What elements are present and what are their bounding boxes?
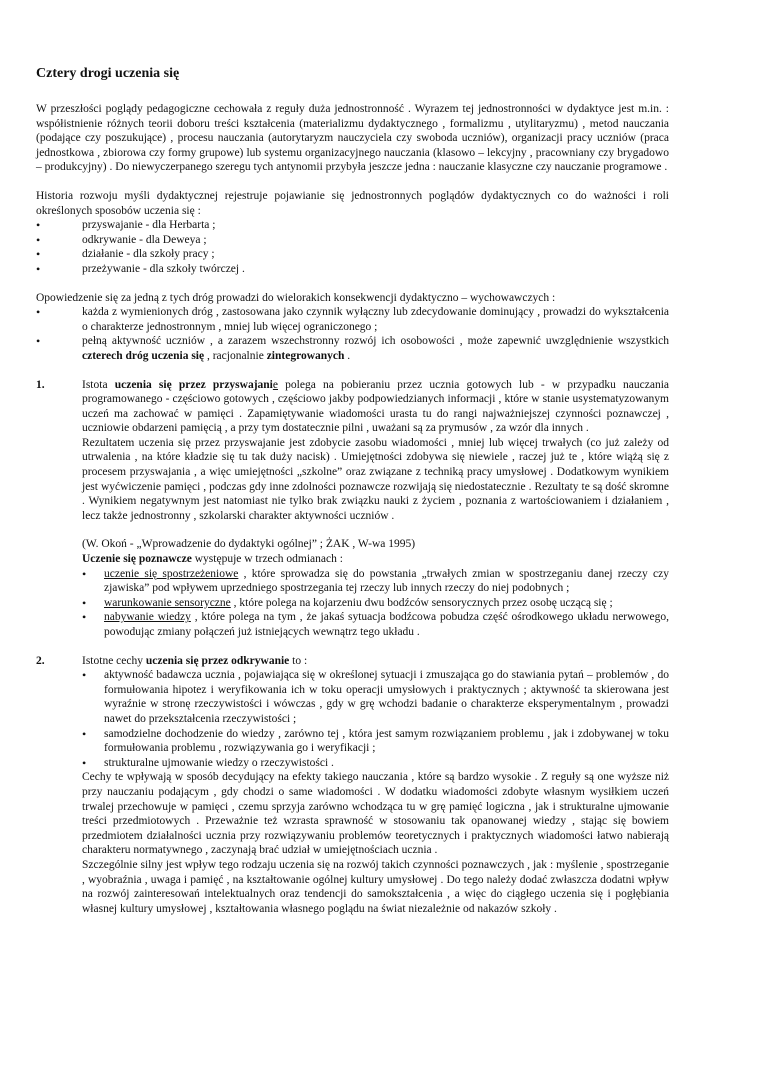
discovery-features-list xyxy=(82,668,669,770)
list-item: • samodzielne dochodzenie do wiedzy , zarówno tej , która jest samym rozwiązaniem problemu , jak i zdobywanej w toku formułowania problemu , rozwiązywania go i weryfikacji ; xyxy=(82,727,669,756)
choice-lead: Opowiedzenie się za jedną z tych dróg prowadzi do wielorakich konsekwencji dydaktyczno – wychowawczych : xyxy=(36,291,556,304)
section-1-paragraph-1: Istota uczenia się przez przyswajanie polega na pobieraniu przez ucznia gotowych lub - w przypadku nauczania programowanego - częściowo gotowych , częściowo jakby podpowiedzianych informacji , które w stanie usystematyzowanym uczeń ma zachować w pamięci . Zapamiętywanie wiadomości urasta tu do rangi najważniejszej czynności poznawczej , uczniowie obdarzeni pamięcią , a przy tym dostatecznie pilni , uważani są za prymusów , za wzór dla innych . xyxy=(82,378,669,435)
learning-paths-list xyxy=(36,218,669,276)
list-item: • warunkowanie sensoryczne , które polega na kojarzeniu dwu bodźców sensorycznych przez osobę uczącą się ; xyxy=(82,596,669,611)
list-item: • aktywność badawcza ucznia , pojawiająca się w określonej sytuacji i zmuszająca go do stawiania pytań – problemów , do formułowania hipotez i weryfikowania ich w toku operacji umysłowych i praktycznych ; aktywność ta skierowana jest wyraźnie w stronę rzeczywistości i wówczas , gdy w grę wchodzi badanie o charakterze eksperymentalnym , prowadzi nawet do przekształcenia rzeczywistości ; xyxy=(82,668,669,726)
consequences-list xyxy=(36,305,669,363)
citation: (W. Okoń - „Wprowadzenie do dydaktyki ogólnej” ; ŻAK , W-wa 1995) xyxy=(82,538,416,551)
section-2 xyxy=(36,654,669,917)
list-item: • pełną aktywność uczniów , a zarazem wszechstronny rozwój ich osobowości , może zapewnić uwzględnienie wszystkich czterech dróg uczenia się , racjonalnie zintegrowanych . xyxy=(36,334,669,363)
section-number: 2. xyxy=(36,654,45,667)
section-2-lead: Istotne cechy uczenia się przez odkrywanie to : xyxy=(82,654,308,667)
forms-list xyxy=(82,567,669,640)
section-2-paragraph-1: Cechy te wpływają w sposób decydujący na efekty takiego nauczania , które są bardzo wysokie . Z reguły są one wyższe niż przy nauczaniu podającym , gdy chodzi o same wiadomości . W dodatku wiadomości zdobyte własnym wysiłkiem uczeń trwalej przechowuje w pamięci , czemu sprzyja zarówno wchodząca tu w grę pamięć logiczna , jak i strukturalne ujmowanie treści przedmiotowych . Przeważnie też wzrasta sprawność w stosowaniu tak opanowanej wiedzy , stając się bowiem przedmiotem działalności ucznia przy rozwiązywaniu problemów teoretycznych i praktycznych wiadomości łatwo nabierają charakteru normatywnego , zaczynają brać udział w umiejętnościach ucznia . xyxy=(82,771,669,857)
section-1 xyxy=(36,378,669,640)
page-title: Cztery drogi uczenia się xyxy=(36,66,180,81)
list-item: • działanie - dla szkoły pracy ; xyxy=(36,247,669,262)
list-item: • strukturalne ujmowanie wiedzy o rzeczywistości . xyxy=(82,756,669,771)
section-1-paragraph-2: Rezultatem uczenia się przez przyswajanie jest zdobycie zasobu wiadomości , mniej lub więcej trwałych (co już zależy od utrwalenia , na które kładzie się tu tak duży nacisk) . Umiejętności zdobywa się niewiele , raczej już te , które wiążą się z procesem przyswajania , a więc umiejętności „szkolne” oraz związane z techniką pracy umysłowej . Dodatkowym wynikiem jest wyćwiczenie pamięci , podczas gdy inne zdolności poznawcze rozwijają się niedostatecznie . Rezultaty te są dość skromne . Wynikiem negatywnym jest natomiast nie tylko brak związku nauki z życiem , poznania z wartościowaniem i działaniem , lecz także jednostronny , szkolarski charakter aktywności uczniów . xyxy=(82,436,669,522)
list-item: • nabywanie wiedzy , które polega na tym , że jakaś sytuacja bodźcowa pobudza część ośrodkowego układu nerwowego, powodując zmiany połączeń już istniejących wewnątrz tego układu . xyxy=(82,610,669,639)
list-item: • przeżywanie - dla szkoły twórczej . xyxy=(36,262,669,277)
list-item: • uczenie się spostrzeżeniowe , które sprowadza się do powstania „trwałych zmian w spostrzeganiu danej rzeczy czy zjawiska” pod wpływem uprzedniego spostrzegania tej rzeczy lub innych rzeczy do niej podobnych ; xyxy=(82,567,669,596)
list-item: • przyswajanie - dla Herbarta ; xyxy=(36,218,669,233)
section-number: 1. xyxy=(36,378,45,391)
document-page xyxy=(36,66,669,916)
numbered-sections xyxy=(36,378,669,917)
list-item: • każda z wymienionych dróg , zastosowana jako czynnik wyłączny lub zdecydowanie dominujący , prowadzi do wykształcenia o charakterze jednostronnym , mniej lub więcej ograniczonego ; xyxy=(36,305,669,334)
section-2-paragraph-2: Szczególnie silny jest wpływ tego rodzaju uczenia się na rozwój takich czynności poznawczych , jak : myślenie , spostrzeganie , wyobraźnia , uwaga i pamięć , na kształtowanie ogólnej kultury umysłowej . Do tego należy dodać zwłaszcza dodatni wpływ na rozwój zainteresowań intelektualnych oraz tendencji do samokształcenia , a więc do ciągłego uczenia się i pogłębiania własnej kultury umysłowej , kształtowania własnego poglądu na świat niezależnie od nakazów szkoły . xyxy=(82,858,669,915)
forms-lead: Uczenie się poznawcze występuje w trzech odmianach : xyxy=(82,553,343,566)
list-item: • odkrywanie - dla Deweya ; xyxy=(36,233,669,248)
intro-paragraph: W przeszłości poglądy pedagogiczne cechowała z reguły duża jednostronność . Wyrazem tej jednostronności w dydaktyce jest m.in. : współistnienie różnych teorii doboru treści kształcenia (materializmu dydaktycznego , formalizmu , utylitaryzmu) , metod nauczania (podające czy poszukujące) , procesu nauczania (autorytaryzm nauczyciela czy swoboda uczniów), organizacji pracy uczniów (praca jednostkowa , zbiorowa czy formy grupowe) lub systemu organizacyjnego nauczania (klasowo – lekcyjny , pracowniany czy brygadowo – produkcyjny) . Do niewyczerpanego szeregu tych antynomii przybyła jeszcze jedna : nauczanie klasyczne czy nauczanie programowe . xyxy=(36,103,669,174)
history-lead: Historia rozwoju myśli dydaktycznej rejestruje pojawianie się jednostronnych poglądów dydaktycznych co do ważności i roli określonych sposobów uczenia się : xyxy=(36,189,669,217)
